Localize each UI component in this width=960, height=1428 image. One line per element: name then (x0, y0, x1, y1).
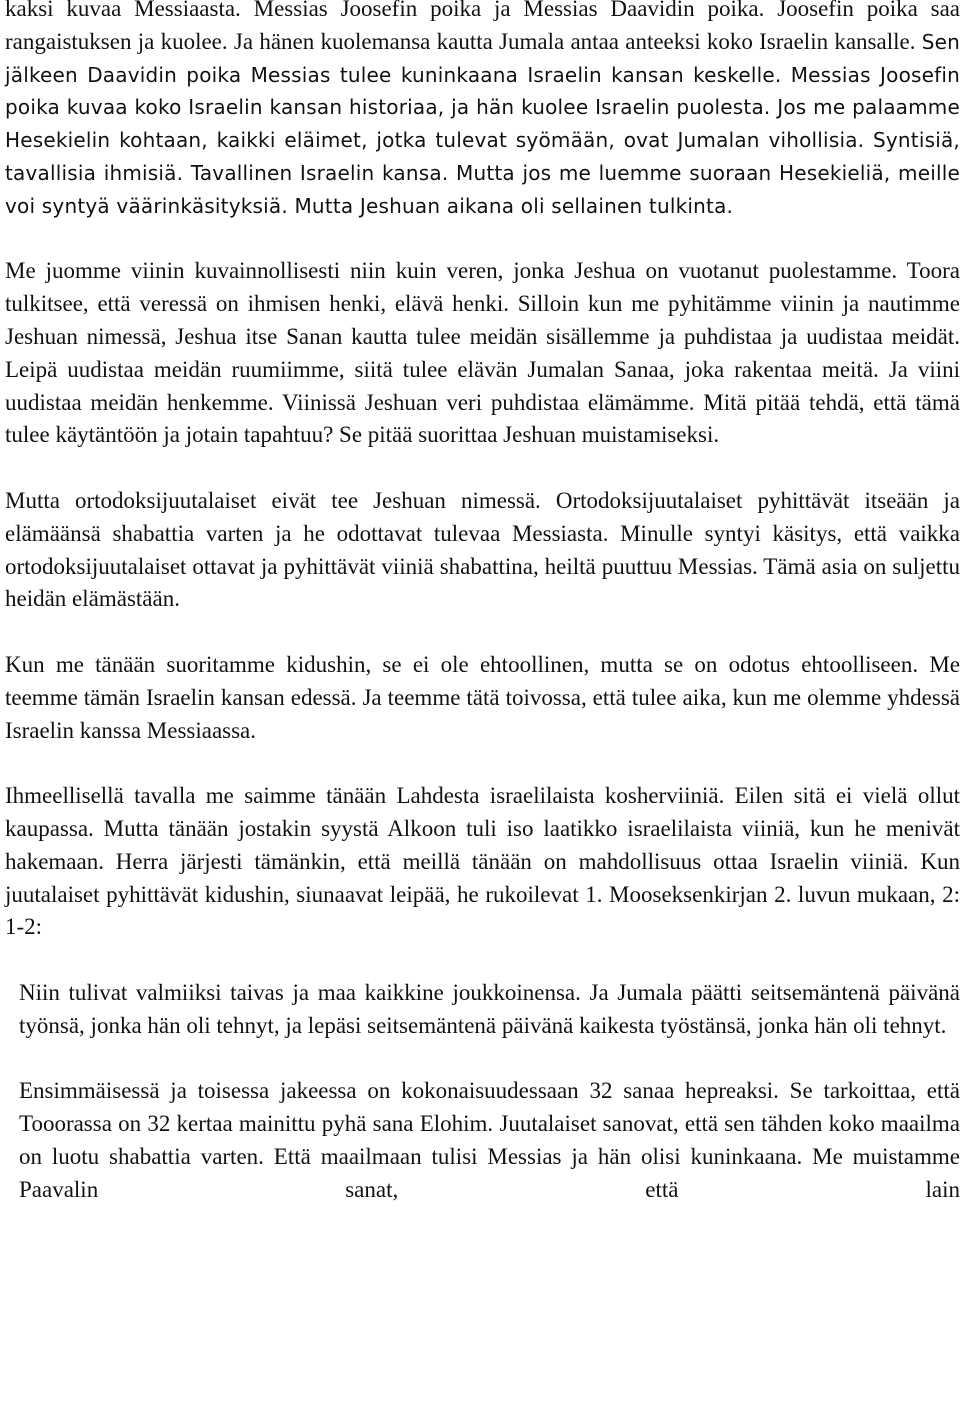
scripture-quote-text: Niin tulivat valmiiksi taivas ja maa kaikkine joukkoinensa. Ja Jumala päätti seitsemäntenä päivänä työnsä, jonka hän oli tehnyt, ja lepäsi seitsemäntenä päivänä kaikesta työstänsä, jonka hän oli tehnyt. (19, 979, 960, 1038)
paragraph-2 (5, 255, 960, 452)
paragraph-1-text-b: Sen jälkeen Daavidin poika Messias tulee kuninkaana Israelin kansan keskelle. Messias Joosefin poika kuvaa koko Israelin kansan historiaa, ja hän kuolee Israelin puolesta. Jos me palaamme Hesekielin kohtaan, kaikki eläimet, jotka tulevat syömään, ovat Jumalan vihollisia. Syntisiä, tavallisia ihmisiä. Tavallinen Israelin kansa. Mutta jos me luemme suoraan Hesekieliä, meille voi syntyä väärinkäsityksiä. Mutta Jeshuan aikana oli sellainen tulkinta. (5, 29, 960, 218)
paragraph-7-text: Ensimmäisessä ja toisessa jakeessa on kokonaisuudessaan 32 sanaa hepreaksi. Se tarkoittaa, että Tooorassa on 32 kertaa mainittu pyhä sana Elohim. Juutalaiset sanovat, että sen tähden koko maailma on luotu shabattia varten. Että maailmaan tulisi Messias ja hän olisi kuninkaana. Me muistamme Paavalin sanat, että lain (19, 1078, 960, 1202)
paragraph-7 (5, 1075, 960, 1206)
paragraph-1 (5, 0, 960, 223)
paragraph-2-text: Me juomme viinin kuvainnollisesti niin kuin veren, jonka Jeshua on vuotanut puolestamme. Toora tulkitsee, että veressä on ihmisen henki, elävä henki. Silloin kun me pyhitämme viinin ja nautimme Jeshuan nimessä, Jeshua itse Sanan kautta tulee meidän sisällemme ja puhdistaa ja uudistaa meidät. Leipä uudistaa meidän ruumiimme, siitä tulee elävän Jumalan Sanaa, joka rakentaa meitä. Ja viini uudistaa meidän henkemme. Viinissä Jeshuan veri puhdistaa elämämme. Mitä pitää tehdä, että tämä tulee käytäntöön ja jotain tapahtuu? Se pitää suorittaa Jeshuan muistamiseksi. (5, 258, 960, 448)
paragraph-4 (5, 649, 960, 747)
scripture-quote (5, 977, 960, 1043)
paragraph-3-text: Mutta ortodoksijuutalaiset eivät tee Jeshuan nimessä. Ortodoksijuutalaiset pyhittävät itseään ja elämäänsä shabattia varten ja he odottavat tulevaa Messiasta. Minulle syntyi käsitys, että vaikka ortodoksijuutalaiset ottavat ja pyhittävät viiniä shabattina, heiltä puuttuu Messias. Tämä asia on suljettu heidän elämästään. (5, 487, 960, 612)
paragraph-5-text: Ihmeellisellä tavalla me saimme tänään Lahdesta israelilaista kosherviiniä. Eilen sitä ei vielä ollut kaupassa. Mutta tänään jostakin syystä Alkoon tuli iso laatikko israelilaista viiniä, kun he menivät hakemaan. Herra järjesti tämänkin, että meillä tänään on mahdollisuus ottaa Israelin viiniä. Kun juutalaiset pyhittävät kidushin, siunaavat leipää, he rukoilevat 1. Mooseksenkirjan 2. luvun mukaan, 2: 1-2: (5, 783, 960, 940)
paragraph-3 (5, 485, 960, 616)
paragraph-1-text-a: kaksi kuvaa Messiaasta. Messias Joosefin poika ja Messias Daavidin poika. Joosefin poika saa rangaistuksen ja kuolee. Ja hänen kuolemansa kautta Jumala antaa anteeksi koko Israelin kansalle. (5, 0, 960, 54)
paragraph-5 (5, 780, 960, 944)
paragraph-4-text: Kun me tänään suoritamme kidushin, se ei ole ehtoollinen, mutta se on odotus ehtoolliseen. Me teemme tämän Israelin kansan edessä. Ja teemme tätä toivossa, että tulee aika, kun me olemme yhdessä Israelin kanssa Messiaassa. (5, 651, 960, 743)
